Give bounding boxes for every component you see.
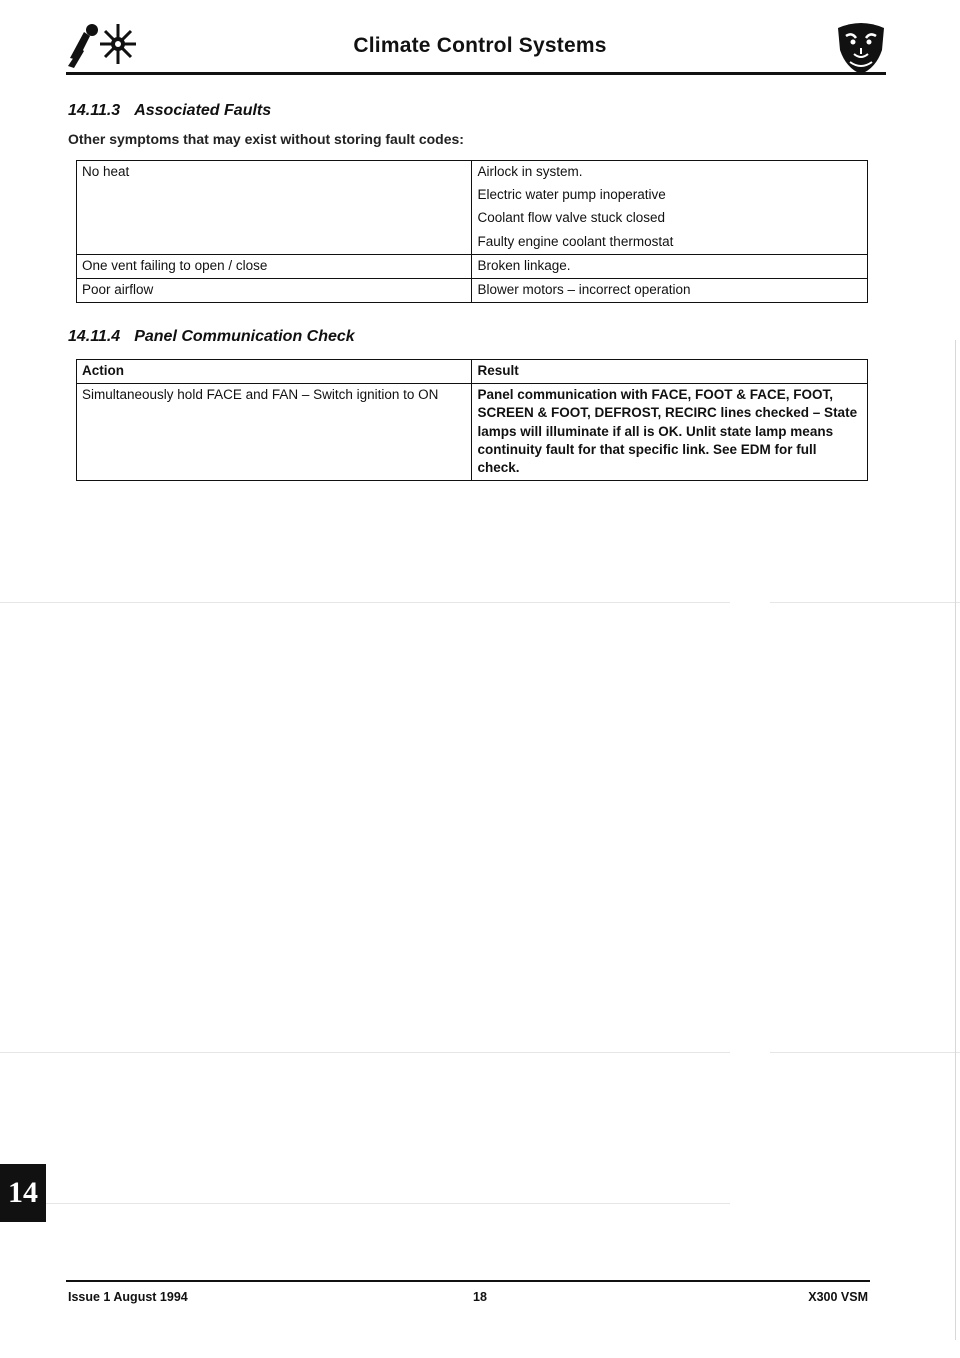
scan-line bbox=[770, 602, 960, 603]
cause-text: Blower motors – incorrect operation bbox=[477, 282, 691, 298]
cause-cell bbox=[472, 279, 868, 303]
symptom-text: Poor airflow bbox=[82, 282, 154, 298]
section-heading-associated-faults bbox=[68, 102, 271, 120]
scan-edge bbox=[955, 340, 956, 1340]
symptom-cell bbox=[77, 279, 472, 303]
header-action: Action bbox=[77, 360, 472, 384]
page-title: Climate Control Systems bbox=[353, 34, 607, 57]
section-number: 14.11.3 bbox=[68, 102, 121, 119]
cause-text: Airlock in system. bbox=[477, 164, 583, 179]
section-title: Associated Faults bbox=[134, 102, 272, 119]
scan-line bbox=[0, 1203, 730, 1204]
panel-communication-table bbox=[76, 359, 868, 481]
result-cell: Panel communication with FACE, FOOT & FACE, FOOT, SCREEN & FOOT, DEFROST, RECIRC lines checked – State lamps will illuminate if all is OK. Unlit state lamp means continuity fault for that specific link. See EDM for full check. bbox=[472, 384, 868, 481]
table-header-row bbox=[77, 360, 868, 384]
section-title: Panel Communication Check bbox=[134, 328, 355, 345]
section-heading-panel-communication bbox=[68, 328, 355, 346]
table-row bbox=[77, 254, 868, 278]
cause-cell bbox=[472, 254, 868, 278]
table-row bbox=[77, 384, 868, 481]
section-intro: Other symptoms that may exist without storing fault codes: bbox=[68, 131, 464, 147]
scan-line bbox=[0, 602, 730, 603]
page-number: 18 bbox=[473, 1290, 487, 1304]
cause-cell bbox=[472, 161, 868, 255]
scan-line bbox=[770, 1052, 960, 1053]
cause-text: Faulty engine coolant thermostat bbox=[477, 233, 674, 249]
table-row bbox=[77, 279, 868, 303]
symptom-text: No heat bbox=[82, 164, 130, 179]
symptom-cell bbox=[77, 254, 472, 278]
footer-rule bbox=[66, 1280, 870, 1282]
chapter-tab: 14 bbox=[0, 1164, 46, 1222]
symptom-cell bbox=[77, 161, 472, 255]
table-row bbox=[77, 161, 868, 255]
jaguar-emblem-icon bbox=[832, 20, 890, 76]
associated-faults-table bbox=[76, 160, 868, 303]
cause-text: Electric water pump inoperative bbox=[477, 187, 666, 203]
section-number: 14.11.4 bbox=[68, 328, 121, 345]
cause-text: Broken linkage. bbox=[477, 257, 571, 273]
symptom-text: One vent failing to open / close bbox=[82, 257, 268, 273]
header-rule bbox=[66, 72, 886, 75]
footer-issue: Issue 1 August 1994 bbox=[68, 1290, 188, 1304]
footer-doc-code: X300 VSM bbox=[808, 1290, 868, 1304]
action-cell: Simultaneously hold FACE and FAN – Switch ignition to ON bbox=[77, 384, 472, 481]
cause-text: Coolant flow valve stuck closed bbox=[477, 210, 666, 226]
header-result: Result bbox=[472, 360, 868, 384]
scan-line bbox=[0, 1052, 730, 1053]
